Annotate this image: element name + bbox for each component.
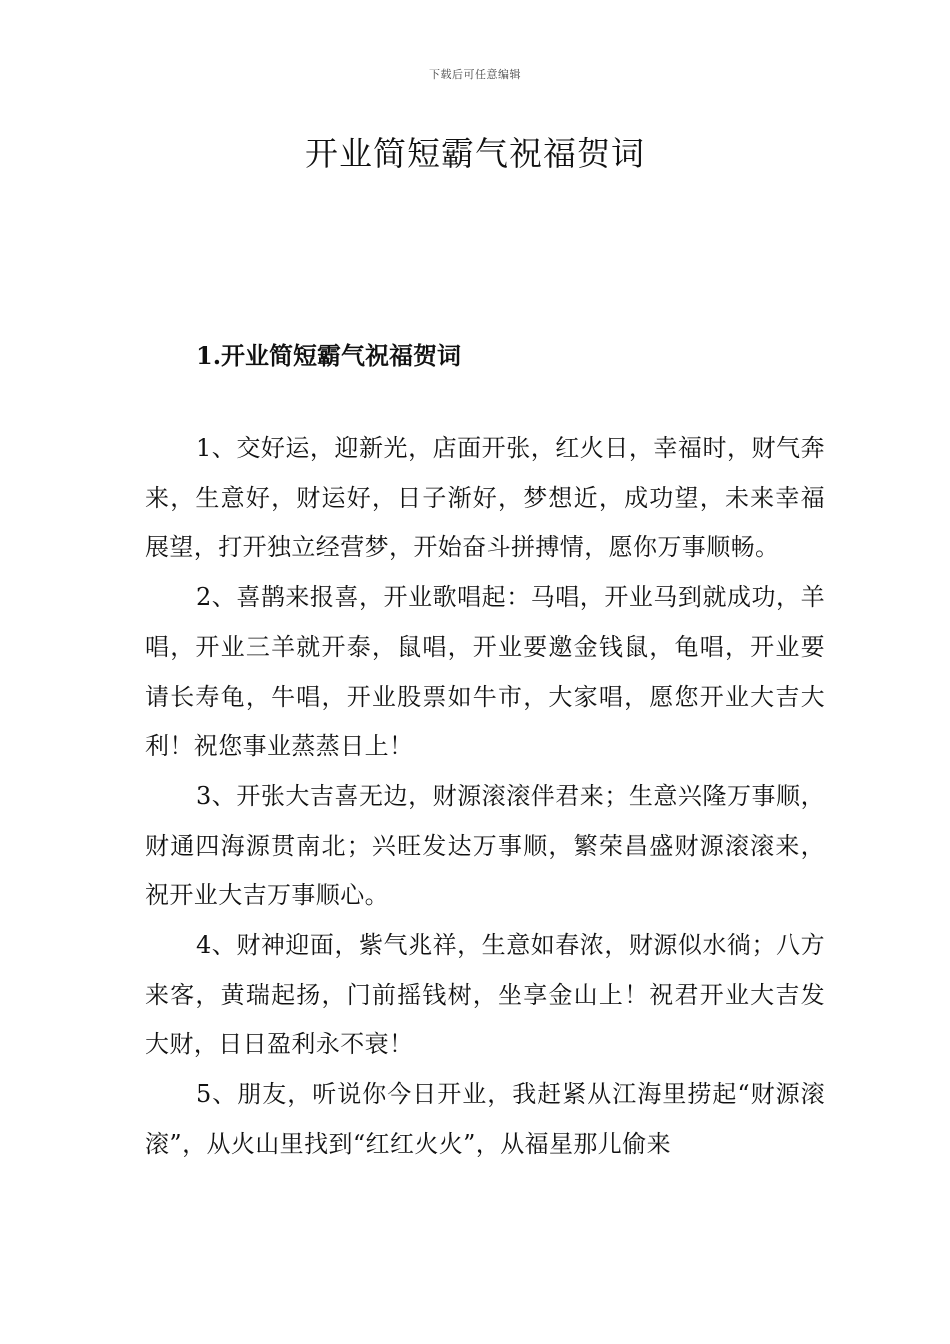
paragraph-3: 3、开张大吉喜无边，财源滚滚伴君来；生意兴隆万事顺，财通四海源贯南北；兴旺发达万事顺，繁荣昌盛财源滚滚来，祝开业大吉万事顺心。 [145, 781, 825, 910]
paragraph-5: 5、朋友，听说你今日开业，我赶紧从江海里捞起“财源滚滚”，从火山里找到“红红火火”，从福星那儿偷来 [145, 1080, 825, 1158]
document-title: 开业简短霸气祝福贺词 [305, 134, 645, 173]
body-text [145, 424, 825, 1170]
header-note: 下载后可任意编辑 [429, 68, 521, 81]
paragraph-1: 1、交好运，迎新光，店面开张，红火日，幸福时，财气奔来，生意好，财运好，日子渐好，梦想近，成功望，未来幸福展望，打开独立经营梦，开始奋斗拼搏情，愿你万事顺畅。 [145, 434, 825, 562]
paragraph-4: 4、财神迎面，紫气兆祥，生意如春浓，财源似水徜；八方来客，黄瑞起扬，门前摇钱树，坐享金山上！祝君开业大吉发大财，日日盈利永不衰！ [145, 931, 825, 1059]
paragraph-2: 2、喜鹊来报喜，开业歌唱起：马唱，开业马到就成功，羊唱，开业三羊就开泰，鼠唱，开业要邀金钱鼠，龟唱，开业要请长寿龟，牛唱，开业股票如牛市，大家唱，愿您开业大吉大利！祝您事业蒸蒸日上！ [145, 583, 825, 761]
section-heading: 1.开业简短霸气祝福贺词 [196, 341, 462, 370]
